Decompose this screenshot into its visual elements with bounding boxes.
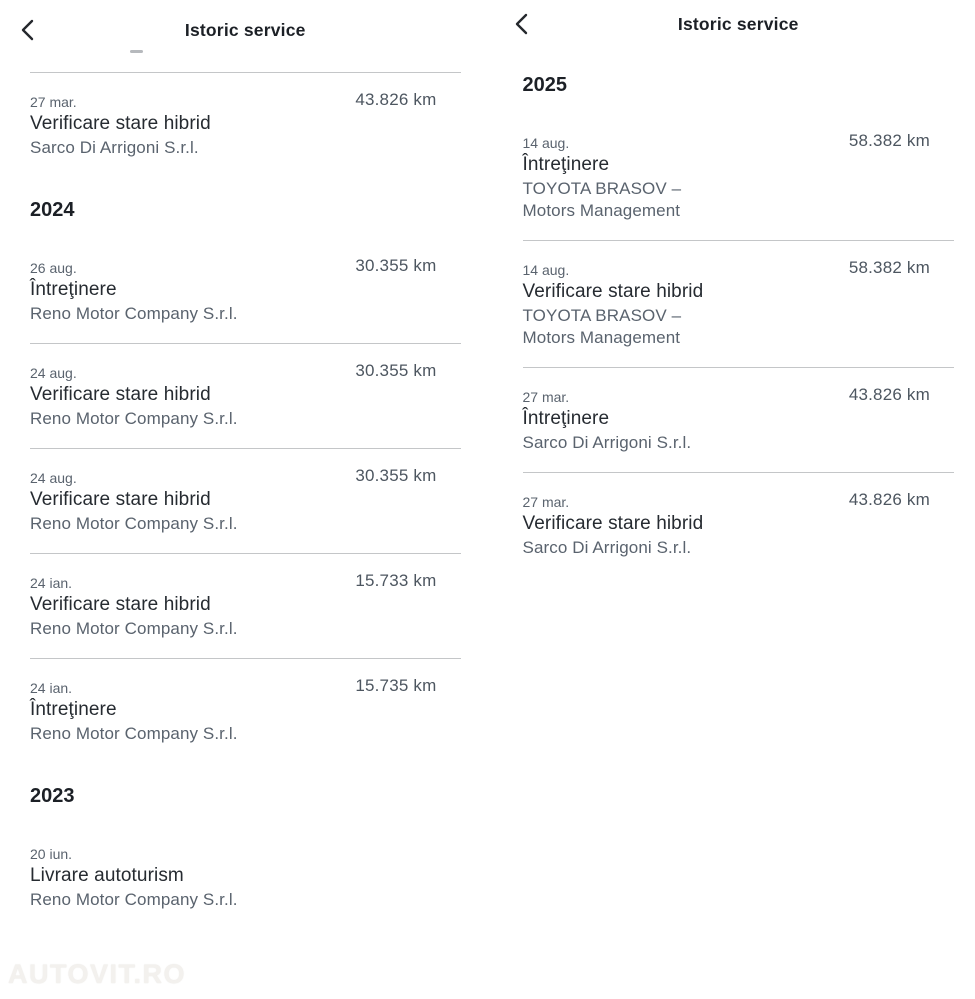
entry-date: 24 ian. xyxy=(30,680,73,696)
service-entry xyxy=(523,114,955,240)
service-entry xyxy=(523,367,955,472)
service-entry xyxy=(523,472,955,577)
service-entry xyxy=(30,72,461,177)
entry-date: 27 mar. xyxy=(522,494,570,510)
mileage-value: 30.355 km xyxy=(355,361,437,380)
entry-date: 20 iun. xyxy=(30,846,73,862)
entry-title: Verificare stare hibrid xyxy=(30,594,211,615)
mileage-value: 43.826 km xyxy=(355,90,437,109)
page-title: Istoric service xyxy=(677,14,799,34)
entry-date: 14 aug. xyxy=(522,135,570,151)
partially-scrolled-item-remnant xyxy=(130,50,143,53)
entry-date: 27 mar. xyxy=(30,94,77,110)
navbar xyxy=(30,18,461,42)
entry-company: Sarco Di Arrigoni S.r.l. xyxy=(522,433,692,452)
service-entry xyxy=(30,448,461,553)
service-entry xyxy=(523,240,955,367)
entry-company: Sarco Di Arrigoni S.r.l. xyxy=(522,538,692,557)
back-button[interactable] xyxy=(508,10,536,38)
entry-date: 24 aug. xyxy=(30,470,77,486)
mileage-value: 58.382 km xyxy=(848,258,930,277)
service-entry xyxy=(30,343,461,448)
entry-title: Întreţinere xyxy=(522,408,610,429)
chevron-left-icon xyxy=(508,10,536,38)
navbar xyxy=(523,12,955,36)
mileage-value: 30.355 km xyxy=(355,256,437,275)
entry-company: Reno Motor Company S.r.l. xyxy=(30,514,238,533)
entry-title: Întreţinere xyxy=(30,699,117,720)
entry-date: 24 aug. xyxy=(30,365,77,381)
entry-title: Întreţinere xyxy=(30,279,117,300)
page-title: Istoric service xyxy=(184,20,306,40)
service-entry xyxy=(30,825,461,929)
mileage-value: 43.826 km xyxy=(848,385,930,404)
entry-date: 27 mar. xyxy=(522,389,570,405)
entry-company: Reno Motor Company S.r.l. xyxy=(30,409,238,428)
mileage-value: 43.826 km xyxy=(848,490,930,509)
service-entry xyxy=(30,239,461,343)
mileage-value: 30.355 km xyxy=(355,466,437,485)
entry-title: Verificare stare hibrid xyxy=(30,489,211,510)
mileage-value: 15.733 km xyxy=(355,571,437,590)
entry-company-line2: Motors Management xyxy=(522,201,681,220)
entry-company: Sarco Di Arrigoni S.r.l. xyxy=(30,138,199,157)
service-entry xyxy=(30,553,461,658)
autovit-watermark: AUTOVIT.RO xyxy=(8,959,187,989)
entry-date: 14 aug. xyxy=(522,262,570,278)
entry-company: Reno Motor Company S.r.l. xyxy=(30,890,238,909)
entry-company: TOYOTA BRASOV – xyxy=(522,179,682,198)
chevron-left-icon xyxy=(14,16,42,44)
entry-title: Verificare stare hibrid xyxy=(522,513,704,534)
mileage-value: 15.735 km xyxy=(355,676,437,695)
entry-title: Verificare stare hibrid xyxy=(522,281,704,302)
year-heading: 2023 xyxy=(30,785,75,807)
entry-company: TOYOTA BRASOV – xyxy=(522,306,682,325)
service-entry xyxy=(30,658,461,763)
entry-company: Reno Motor Company S.r.l. xyxy=(30,619,238,638)
entry-company: Reno Motor Company S.r.l. xyxy=(30,304,238,323)
back-button[interactable] xyxy=(14,16,42,44)
entry-company-line2: Motors Management xyxy=(522,328,681,347)
entry-date: 24 ian. xyxy=(30,575,73,591)
entry-title: Verificare stare hibrid xyxy=(30,384,211,405)
entry-date: 26 aug. xyxy=(30,260,77,276)
screen-right xyxy=(488,0,975,999)
year-heading: 2025 xyxy=(522,74,567,96)
entry-title: Livrare autoturism xyxy=(30,865,184,886)
entry-title: Verificare stare hibrid xyxy=(30,113,211,134)
year-heading: 2024 xyxy=(30,199,75,221)
mileage-value: 58.382 km xyxy=(848,131,930,150)
entry-company: Reno Motor Company S.r.l. xyxy=(30,724,238,743)
entry-title: Întreţinere xyxy=(522,154,610,175)
